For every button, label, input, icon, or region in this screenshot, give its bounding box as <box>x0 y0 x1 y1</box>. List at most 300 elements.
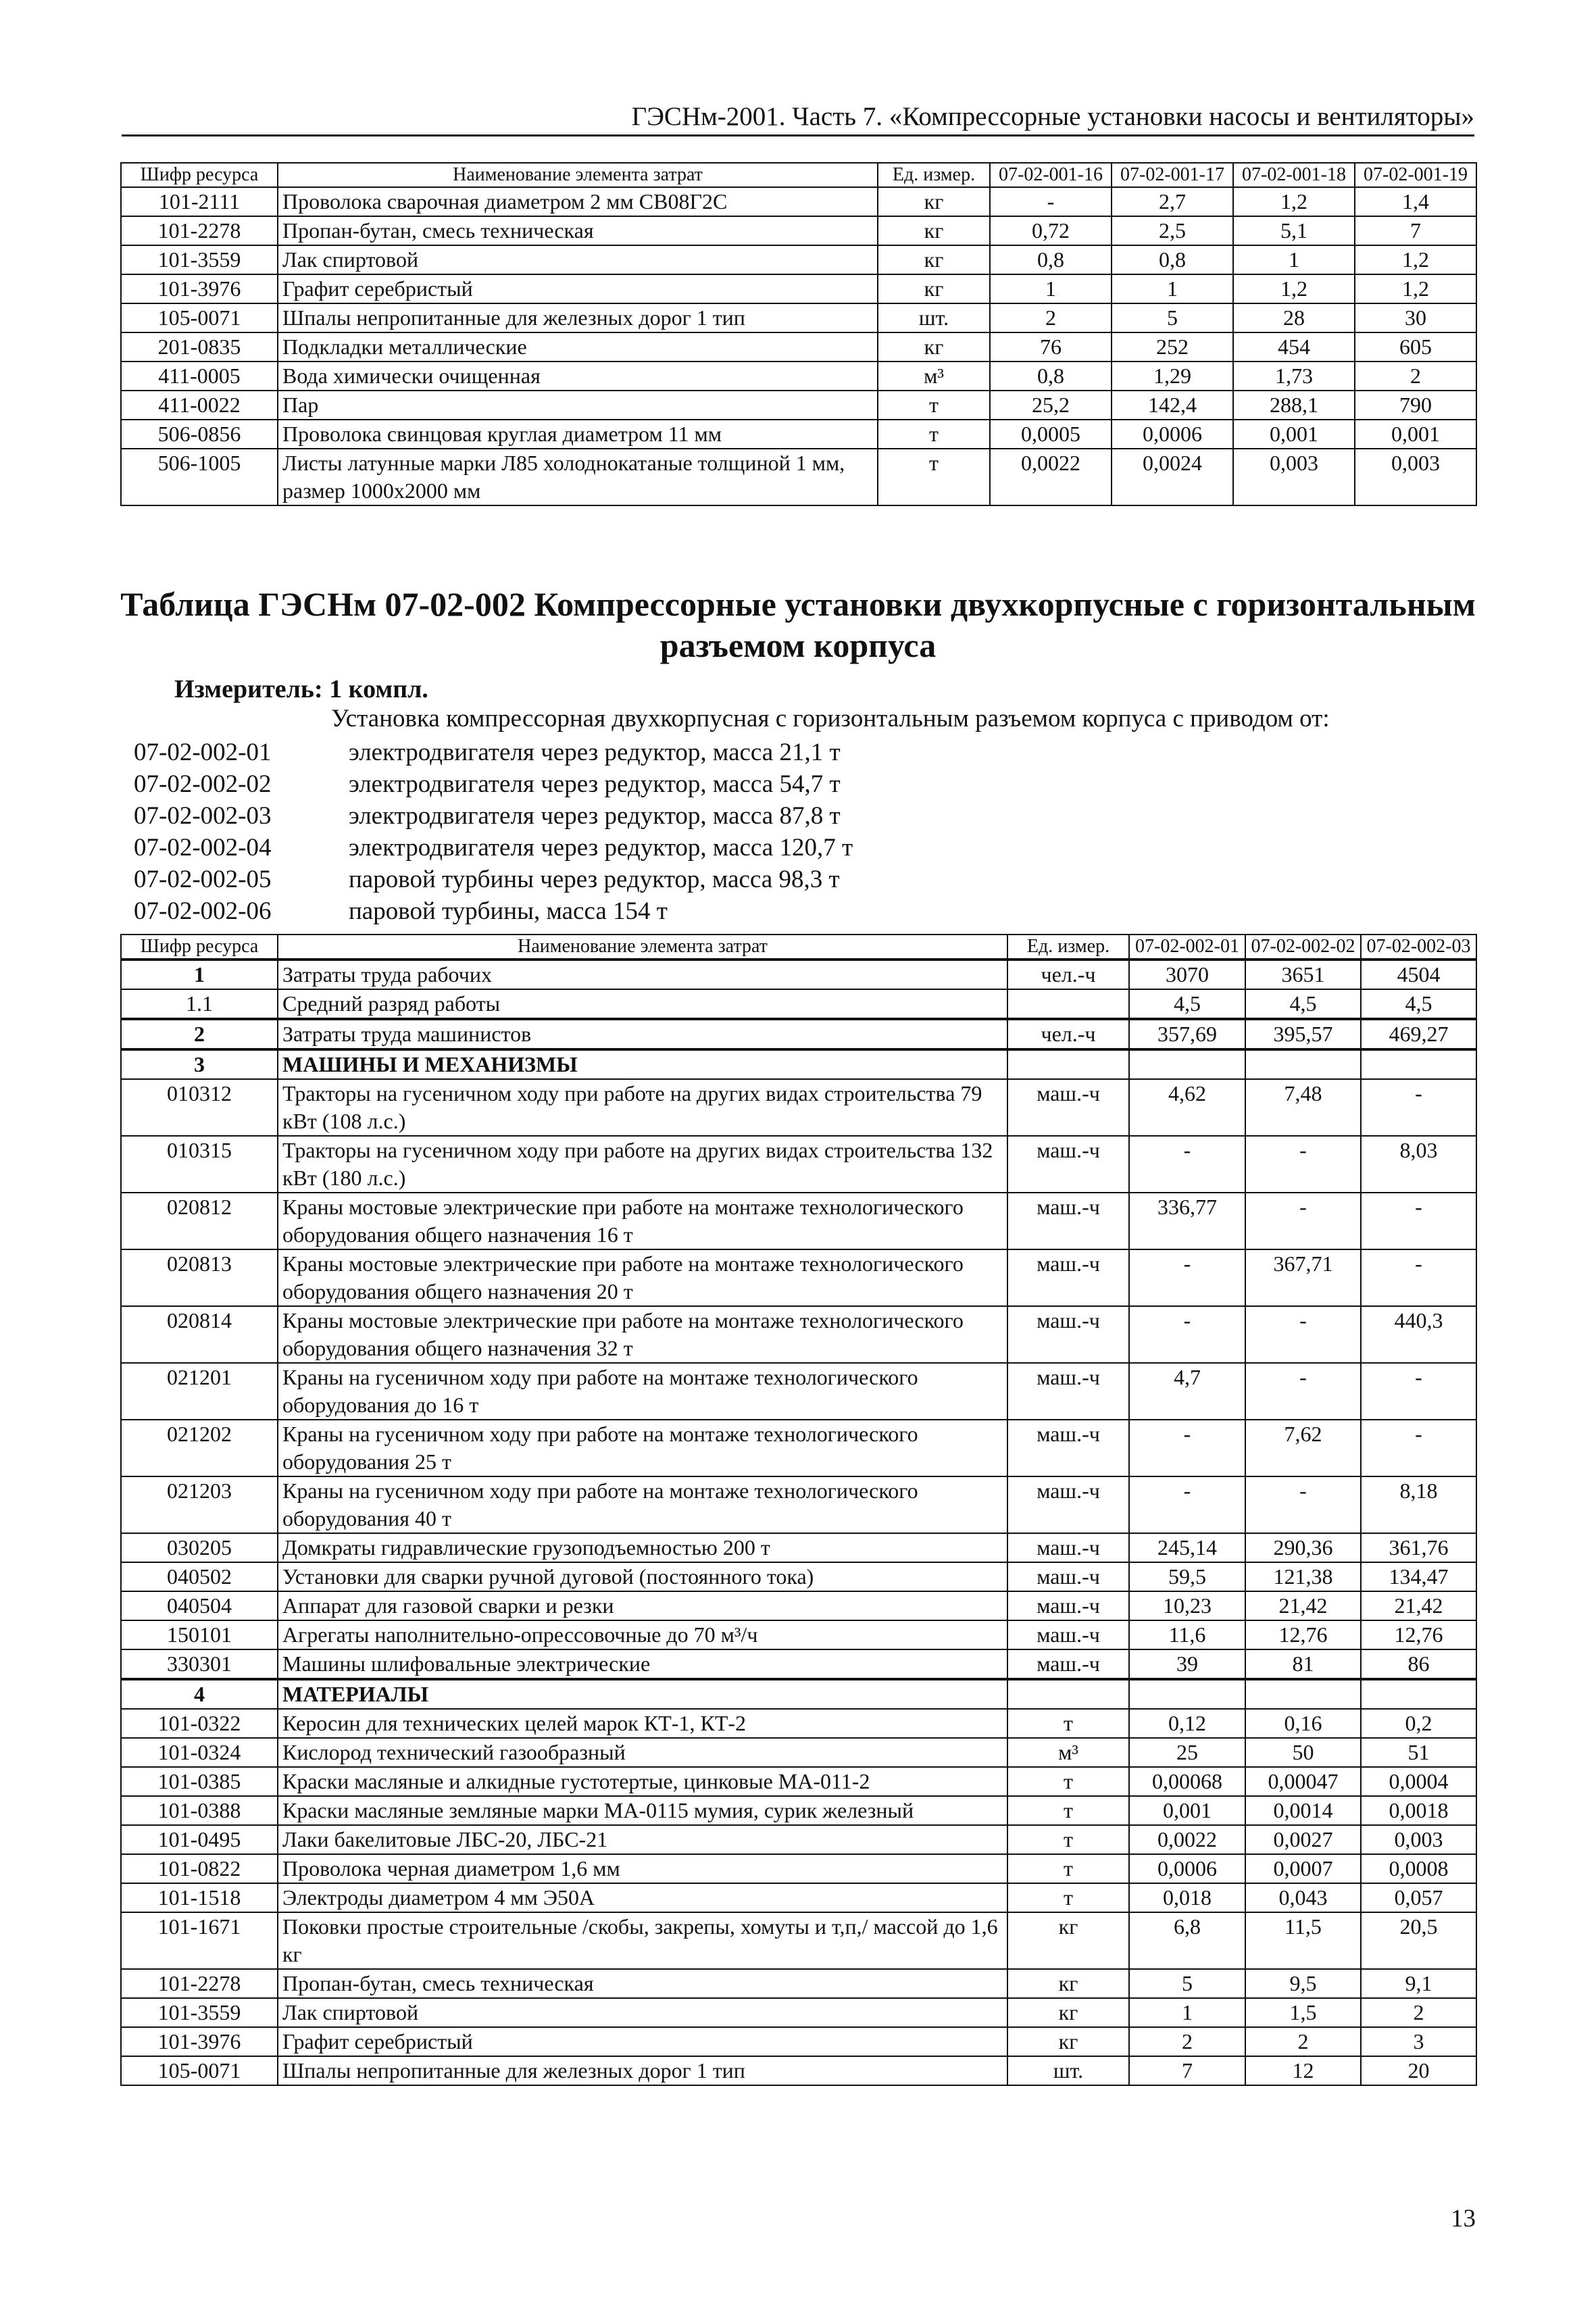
section-row <box>121 1679 1476 1709</box>
value-col-1: 0,72 <box>990 216 1112 245</box>
value-col-4: 1,4 <box>1355 187 1476 216</box>
value-col-3: 0,2 <box>1361 1709 1476 1738</box>
resource-name: Электроды диаметром 4 мм Э50А <box>278 1883 1007 1912</box>
resource-name: Пропан-бутан, смесь техническая <box>278 1969 1007 1998</box>
header-col-3: 07-02-001-18 <box>1233 163 1355 187</box>
resource-code: 021202 <box>121 1420 278 1476</box>
value-col-2: - <box>1245 1136 1361 1193</box>
value-col-1: 0,8 <box>990 245 1112 274</box>
resource-name: Пропан-бутан, смесь техническая <box>278 216 878 245</box>
variant-code: 07-02-002-03 <box>134 802 272 830</box>
value-col-2: - <box>1245 1476 1361 1533</box>
unit-cell: чел.-ч <box>1007 960 1129 989</box>
resource-code: 411-0022 <box>121 391 278 420</box>
value-col-3: 5,1 <box>1233 216 1355 245</box>
value-col-4: 2 <box>1355 362 1476 391</box>
resource-code: 101-1518 <box>121 1883 278 1912</box>
value-col-1: 336,77 <box>1129 1193 1245 1249</box>
unit-cell: т <box>1007 1854 1129 1883</box>
value-col-2: 1,5 <box>1245 1998 1361 2027</box>
resource-name: Краны на гусеничном ходу при работе на монтаже технологического оборудования до 16 т <box>278 1363 1007 1420</box>
table-row <box>121 1476 1476 1533</box>
resource-code: 020814 <box>121 1306 278 1363</box>
table-row <box>121 274 1476 303</box>
value-col-2 <box>1245 1679 1361 1709</box>
table-row <box>121 1079 1476 1136</box>
unit-cell: маш.-ч <box>1007 1533 1129 1562</box>
table-row <box>121 245 1476 274</box>
unit-cell: маш.-ч <box>1007 1620 1129 1649</box>
value-col-1: - <box>1129 1136 1245 1193</box>
resource-code: 101-0322 <box>121 1709 278 1738</box>
value-col-1: 0,0006 <box>1129 1854 1245 1883</box>
value-col-3: - <box>1361 1420 1476 1476</box>
table-row <box>121 187 1476 216</box>
unit-cell: т <box>1007 1796 1129 1825</box>
value-col-4: 7 <box>1355 216 1476 245</box>
value-col-4: 790 <box>1355 391 1476 420</box>
variant-text: паровой турбины, масса 154 т <box>349 897 668 925</box>
value-col-1 <box>1129 1679 1245 1709</box>
value-col-2: 9,5 <box>1245 1969 1361 1998</box>
resource-name: Вода химически очищенная <box>278 362 878 391</box>
value-col-3: 21,42 <box>1361 1591 1476 1620</box>
value-col-3 <box>1361 1049 1476 1079</box>
variant-code: 07-02-002-04 <box>134 834 272 862</box>
value-col-1 <box>1129 1049 1245 1079</box>
resource-code: 4 <box>121 1679 278 1709</box>
unit-cell: маш.-ч <box>1007 1193 1129 1249</box>
value-col-2: 50 <box>1245 1738 1361 1767</box>
resource-table-2 <box>120 934 1477 2086</box>
value-col-3: 4,5 <box>1361 989 1476 1019</box>
unit-cell: кг <box>878 245 990 274</box>
resource-name: Краны на гусеничном ходу при работе на монтаже технологического оборудования 40 т <box>278 1476 1007 1533</box>
value-col-3: 0,0004 <box>1361 1767 1476 1796</box>
value-col-2: 3651 <box>1245 960 1361 989</box>
unit-cell: маш.-ч <box>1007 1079 1129 1136</box>
unit-cell: т <box>1007 1767 1129 1796</box>
value-col-4: 605 <box>1355 332 1476 362</box>
value-col-2: 0,0007 <box>1245 1854 1361 1883</box>
header-col-2: 07-02-002-02 <box>1245 935 1361 960</box>
unit-cell: кг <box>878 216 990 245</box>
value-col-1: 7 <box>1129 2056 1245 2085</box>
value-col-3 <box>1361 1679 1476 1709</box>
value-col-4: 30 <box>1355 303 1476 332</box>
table-header-row <box>121 163 1476 187</box>
resource-code: 101-3559 <box>121 1998 278 2027</box>
value-col-2: 11,5 <box>1245 1912 1361 1969</box>
resource-name: Проволока черная диаметром 1,6 мм <box>278 1854 1007 1883</box>
variant-item <box>134 832 853 864</box>
value-col-3: 469,27 <box>1361 1019 1476 1049</box>
resource-name: Краны мостовые электрические при работе на монтаже технологического оборудования общего назначения 20 т <box>278 1249 1007 1306</box>
unit-cell: т <box>878 391 990 420</box>
table-row <box>121 1883 1476 1912</box>
resource-code: 411-0005 <box>121 362 278 391</box>
value-col-3: 8,03 <box>1361 1136 1476 1193</box>
table-row <box>121 362 1476 391</box>
value-col-3: 1,2 <box>1233 274 1355 303</box>
unit-cell: кг <box>878 187 990 216</box>
resource-name: Агрегаты наполнительно-опрессовочные до 70 м³/ч <box>278 1620 1007 1649</box>
value-col-1: 1 <box>1129 1998 1245 2027</box>
resource-name: Тракторы на гусеничном ходу при работе на других видах строительства 132 кВт (180 л.с.) <box>278 1136 1007 1193</box>
variants-intro: Установка компрессорная двухкорпусная с горизонтальным разъемом корпуса с приводом от: <box>331 705 1330 732</box>
resource-name: Краны мостовые электрические при работе на монтаже технологического оборудования общего назначения 16 т <box>278 1193 1007 1249</box>
value-col-2: 2,7 <box>1112 187 1233 216</box>
resource-code: 021203 <box>121 1476 278 1533</box>
unit-cell: маш.-ч <box>1007 1306 1129 1363</box>
variant-code: 07-02-002-05 <box>134 866 272 893</box>
table-row <box>121 1533 1476 1562</box>
unit-cell: кг <box>1007 1998 1129 2027</box>
resource-code: 101-3559 <box>121 245 278 274</box>
unit-cell: т <box>878 449 990 505</box>
value-col-3: 3 <box>1361 2027 1476 2056</box>
resource-name: Графит серебристый <box>278 2027 1007 2056</box>
variant-code: 07-02-002-06 <box>134 897 272 925</box>
resource-code: 506-1005 <box>121 449 278 505</box>
resource-name: МАШИНЫ И МЕХАНИЗМЫ <box>278 1049 1007 1079</box>
value-col-2: 0,0027 <box>1245 1825 1361 1854</box>
resource-name: Листы латунные марки Л85 холоднокатаные толщиной 1 мм, размер 1000х2000 мм <box>278 449 878 505</box>
table-row <box>121 1420 1476 1476</box>
table-row <box>121 1998 1476 2027</box>
resource-code: 101-3976 <box>121 2027 278 2056</box>
value-col-3: 51 <box>1361 1738 1476 1767</box>
value-col-2: 1,29 <box>1112 362 1233 391</box>
value-col-3: 361,76 <box>1361 1533 1476 1562</box>
value-col-2: 4,5 <box>1245 989 1361 1019</box>
value-col-2: - <box>1245 1363 1361 1420</box>
table-row <box>121 1136 1476 1193</box>
resource-name: Затраты труда рабочих <box>278 960 1007 989</box>
resource-code: 101-1671 <box>121 1912 278 1969</box>
unit-cell: т <box>878 420 990 449</box>
table-row <box>121 1306 1476 1363</box>
value-col-3: - <box>1361 1249 1476 1306</box>
unit-cell: кг <box>878 332 990 362</box>
resource-name: Шпалы непропитанные для железных дорог 1 тип <box>278 2056 1007 2085</box>
resource-name: Керосин для технических целей марок КТ-1, КТ-2 <box>278 1709 1007 1738</box>
value-col-3: 8,18 <box>1361 1476 1476 1533</box>
resource-name: Машины шлифовальные электрические <box>278 1649 1007 1679</box>
unit-cell: т <box>1007 1883 1129 1912</box>
value-col-1: - <box>1129 1420 1245 1476</box>
header-code: Шифр ресурса <box>121 935 278 960</box>
table-header-row <box>121 935 1476 960</box>
value-col-3: 0,057 <box>1361 1883 1476 1912</box>
value-col-3: - <box>1361 1363 1476 1420</box>
header-col-4: 07-02-001-19 <box>1355 163 1476 187</box>
value-col-1: 2 <box>990 303 1112 332</box>
table-row <box>121 1854 1476 1883</box>
value-col-1: 39 <box>1129 1649 1245 1679</box>
value-col-3: 86 <box>1361 1649 1476 1679</box>
value-col-3: 20,5 <box>1361 1912 1476 1969</box>
resource-name: Установки для сварки ручной дуговой (постоянного тока) <box>278 1562 1007 1591</box>
value-col-3: 288,1 <box>1233 391 1355 420</box>
value-col-1: 4,5 <box>1129 989 1245 1019</box>
value-col-2: 0,0014 <box>1245 1796 1361 1825</box>
unit-cell: маш.-ч <box>1007 1363 1129 1420</box>
variant-text: электродвигателя через редуктор, масса 87,8 т <box>349 802 841 830</box>
resource-code: 101-0385 <box>121 1767 278 1796</box>
variant-text: электродвигателя через редуктор, масса 21,1 т <box>349 739 841 766</box>
resource-code: 101-3976 <box>121 274 278 303</box>
value-col-1: 10,23 <box>1129 1591 1245 1620</box>
value-col-1: 76 <box>990 332 1112 362</box>
measure-unit: Измеритель: 1 компл. <box>174 675 428 703</box>
value-col-1: 0,0022 <box>1129 1825 1245 1854</box>
resource-name: Затраты труда машинистов <box>278 1019 1007 1049</box>
value-col-1: 0,00068 <box>1129 1767 1245 1796</box>
section-row <box>121 1019 1476 1049</box>
variant-code: 07-02-002-01 <box>134 739 272 766</box>
value-col-1: 6,8 <box>1129 1912 1245 1969</box>
value-col-4: 1,2 <box>1355 274 1476 303</box>
value-col-2: 7,48 <box>1245 1079 1361 1136</box>
unit-cell: кг <box>1007 1912 1129 1969</box>
resource-name: Тракторы на гусеничном ходу при работе на других видах строительства 79 кВт (108 л.с.) <box>278 1079 1007 1136</box>
resource-name: Проволока свинцовая круглая диаметром 11 мм <box>278 420 878 449</box>
unit-cell: т <box>1007 1709 1129 1738</box>
header-col-2: 07-02-001-17 <box>1112 163 1233 187</box>
resource-code: 101-2278 <box>121 216 278 245</box>
value-col-1: 245,14 <box>1129 1533 1245 1562</box>
resource-table-1 <box>120 162 1477 506</box>
value-col-3: 9,1 <box>1361 1969 1476 1998</box>
table-row <box>121 1649 1476 1679</box>
value-col-3: 20 <box>1361 2056 1476 2085</box>
value-col-2: 0,0024 <box>1112 449 1233 505</box>
resource-code: 1.1 <box>121 989 278 1019</box>
resource-name: Проволока сварочная диаметром 2 мм СВ08Г2С <box>278 187 878 216</box>
resource-code: 1 <box>121 960 278 989</box>
table-row <box>121 303 1476 332</box>
unit-cell: чел.-ч <box>1007 1019 1129 1049</box>
resource-name: Средний разряд работы <box>278 989 1007 1019</box>
resource-code: 101-0324 <box>121 1738 278 1767</box>
value-col-3: 4504 <box>1361 960 1476 989</box>
resource-name: Домкраты гидравлические грузоподъемностью 200 т <box>278 1533 1007 1562</box>
unit-cell <box>1007 1049 1129 1079</box>
value-col-3: - <box>1361 1193 1476 1249</box>
resource-code: 010312 <box>121 1079 278 1136</box>
value-col-1: 0,8 <box>990 362 1112 391</box>
unit-cell: шт. <box>1007 2056 1129 2085</box>
value-col-2: 5 <box>1112 303 1233 332</box>
resource-name: Лаки бакелитовые ЛБС-20, ЛБС-21 <box>278 1825 1007 1854</box>
value-col-3: 0,0018 <box>1361 1796 1476 1825</box>
value-col-2: 0,0006 <box>1112 420 1233 449</box>
resource-name: Кислород технический газообразный <box>278 1738 1007 1767</box>
value-col-4: 0,003 <box>1355 449 1476 505</box>
value-col-1: 3070 <box>1129 960 1245 989</box>
resource-name: Аппарат для газовой сварки и резки <box>278 1591 1007 1620</box>
table-row <box>121 1193 1476 1249</box>
value-col-3: 0,0008 <box>1361 1854 1476 1883</box>
section-row <box>121 1049 1476 1079</box>
resource-code: 201-0835 <box>121 332 278 362</box>
value-col-3: 1 <box>1233 245 1355 274</box>
unit-cell: м³ <box>878 362 990 391</box>
header-col-3: 07-02-002-03 <box>1361 935 1476 960</box>
table-row <box>121 1738 1476 1767</box>
unit-cell: кг <box>1007 1969 1129 1998</box>
table-row <box>121 1620 1476 1649</box>
value-col-3: 440,3 <box>1361 1306 1476 1363</box>
resource-code: 3 <box>121 1049 278 1079</box>
resource-code: 020812 <box>121 1193 278 1249</box>
value-col-2: 1 <box>1112 274 1233 303</box>
table-row <box>121 1709 1476 1738</box>
resource-code: 506-0856 <box>121 420 278 449</box>
value-col-1: 25,2 <box>990 391 1112 420</box>
value-col-2: 252 <box>1112 332 1233 362</box>
table-row <box>121 420 1476 449</box>
value-col-1: 0,12 <box>1129 1709 1245 1738</box>
value-col-1: 4,62 <box>1129 1079 1245 1136</box>
value-col-1: 0,0005 <box>990 420 1112 449</box>
value-col-1: 4,7 <box>1129 1363 1245 1420</box>
value-col-2: 12,76 <box>1245 1620 1361 1649</box>
resource-code: 150101 <box>121 1620 278 1649</box>
unit-cell: шт. <box>878 303 990 332</box>
unit-cell: маш.-ч <box>1007 1249 1129 1306</box>
variant-code: 07-02-002-02 <box>134 770 272 798</box>
resource-name: Краски масляные земляные марки МА-0115 мумия, сурик железный <box>278 1796 1007 1825</box>
resource-code: 101-0495 <box>121 1825 278 1854</box>
table-row <box>121 1912 1476 1969</box>
value-col-2: 121,38 <box>1245 1562 1361 1591</box>
resource-name: Лак спиртовой <box>278 245 878 274</box>
table-row <box>121 332 1476 362</box>
value-col-1: 0,0022 <box>990 449 1112 505</box>
unit-cell: кг <box>878 274 990 303</box>
unit-cell: маш.-ч <box>1007 1649 1129 1679</box>
header-name: Наименование элемента затрат <box>278 935 1007 960</box>
section-row <box>121 960 1476 989</box>
value-col-2: 0,8 <box>1112 245 1233 274</box>
value-col-4: 1,2 <box>1355 245 1476 274</box>
value-col-2: - <box>1245 1306 1361 1363</box>
unit-cell <box>1007 989 1129 1019</box>
unit-cell: м³ <box>1007 1738 1129 1767</box>
header-col-1: 07-02-001-16 <box>990 163 1112 187</box>
value-col-1: 357,69 <box>1129 1019 1245 1049</box>
value-col-1: 25 <box>1129 1738 1245 1767</box>
table-row <box>121 2027 1476 2056</box>
header-unit: Ед. измер. <box>878 163 990 187</box>
resource-code: 021201 <box>121 1363 278 1420</box>
unit-cell: маш.-ч <box>1007 1476 1129 1533</box>
table-row <box>121 1969 1476 1998</box>
value-col-2: 81 <box>1245 1649 1361 1679</box>
resource-code: 105-0071 <box>121 303 278 332</box>
value-col-2: 0,16 <box>1245 1709 1361 1738</box>
page-number: 13 <box>1451 2205 1476 2233</box>
table-row <box>121 1363 1476 1420</box>
value-col-3: 134,47 <box>1361 1562 1476 1591</box>
table-row <box>121 1796 1476 1825</box>
value-col-3: 28 <box>1233 303 1355 332</box>
variant-item <box>134 768 853 800</box>
table-row <box>121 1562 1476 1591</box>
variant-text: электродвигателя через редуктор, масса 54,7 т <box>349 770 841 798</box>
value-col-1: - <box>990 187 1112 216</box>
unit-cell: кг <box>1007 2027 1129 2056</box>
table-row <box>121 2056 1476 2085</box>
value-col-1: 59,5 <box>1129 1562 1245 1591</box>
table-row <box>121 391 1476 420</box>
resource-name: Краны мостовые электрические при работе на монтаже технологического оборудования общего назначения 32 т <box>278 1306 1007 1363</box>
resource-code: 040504 <box>121 1591 278 1620</box>
value-col-2: 367,71 <box>1245 1249 1361 1306</box>
value-col-3: 2 <box>1361 1998 1476 2027</box>
value-col-2: 2 <box>1245 2027 1361 2056</box>
resource-code: 020813 <box>121 1249 278 1306</box>
value-col-3: 1,2 <box>1233 187 1355 216</box>
table-row <box>121 1591 1476 1620</box>
resource-name: Подкладки металлические <box>278 332 878 362</box>
value-col-2 <box>1245 1049 1361 1079</box>
unit-cell: маш.-ч <box>1007 1136 1129 1193</box>
value-col-3: 12,76 <box>1361 1620 1476 1649</box>
value-col-1: - <box>1129 1476 1245 1533</box>
running-header: ГЭСНм-2001. Часть 7. «Компрессорные установки насосы и вентиляторы» <box>122 101 1474 136</box>
value-col-3: 454 <box>1233 332 1355 362</box>
resource-code: 010315 <box>121 1136 278 1193</box>
variant-list <box>134 737 853 927</box>
value-col-1: 0,001 <box>1129 1796 1245 1825</box>
variant-item <box>134 800 853 832</box>
value-col-1: 2 <box>1129 2027 1245 2056</box>
table-row <box>121 1767 1476 1796</box>
resource-name: Краны на гусеничном ходу при работе на монтаже технологического оборудования 25 т <box>278 1420 1007 1476</box>
resource-name: Пар <box>278 391 878 420</box>
table-row <box>121 1825 1476 1854</box>
variant-item <box>134 737 853 768</box>
table-row <box>121 449 1476 505</box>
value-col-3: 0,001 <box>1233 420 1355 449</box>
resource-name: Лак спиртовой <box>278 1998 1007 2027</box>
resource-code: 101-0822 <box>121 1854 278 1883</box>
value-col-3: 0,003 <box>1361 1825 1476 1854</box>
resource-code: 101-2278 <box>121 1969 278 1998</box>
table-row <box>121 216 1476 245</box>
value-col-3: - <box>1361 1079 1476 1136</box>
value-col-1: - <box>1129 1249 1245 1306</box>
variant-text: паровой турбины через редуктор, масса 98,3 т <box>349 866 840 893</box>
value-col-2: 0,00047 <box>1245 1767 1361 1796</box>
value-col-1: 11,6 <box>1129 1620 1245 1649</box>
header-name: Наименование элемента затрат <box>278 163 878 187</box>
value-col-2: 395,57 <box>1245 1019 1361 1049</box>
unit-cell <box>1007 1679 1129 1709</box>
resource-code: 330301 <box>121 1649 278 1679</box>
value-col-2: 7,62 <box>1245 1420 1361 1476</box>
value-col-1: 5 <box>1129 1969 1245 1998</box>
resource-code: 105-0071 <box>121 2056 278 2085</box>
unit-cell: маш.-ч <box>1007 1591 1129 1620</box>
resource-code: 2 <box>121 1019 278 1049</box>
variant-item <box>134 895 853 927</box>
value-col-3: 1,73 <box>1233 362 1355 391</box>
resource-name: Краски масляные и алкидные густотертые, цинковые МА-011-2 <box>278 1767 1007 1796</box>
